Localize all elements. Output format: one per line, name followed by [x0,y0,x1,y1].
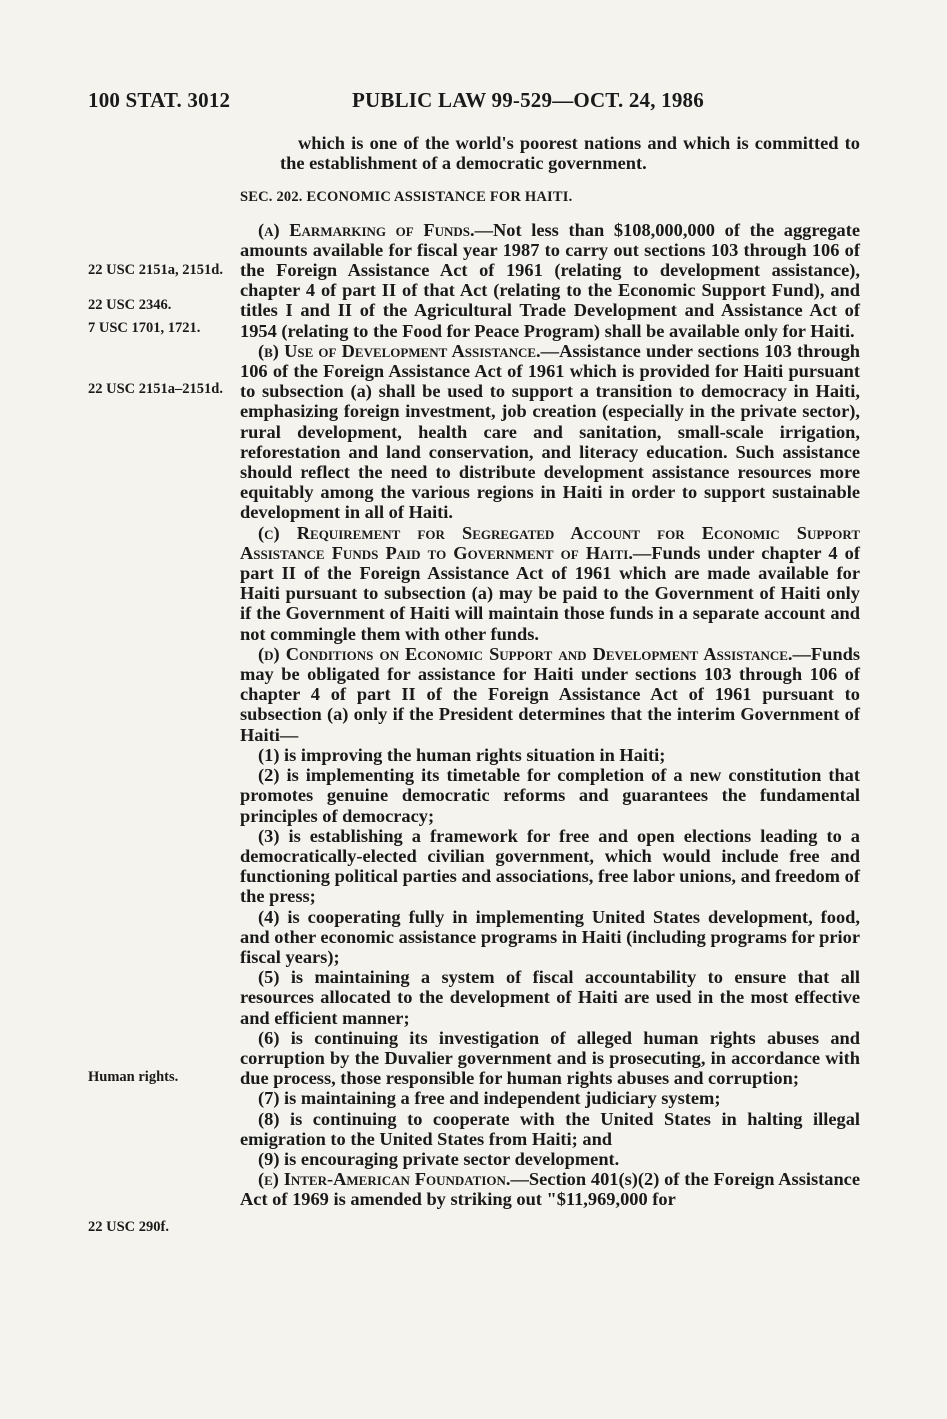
condition-item-2: (2) is implementing its timetable for completion of a new constitution that promotes genuine democratic reforms and guarantees the fundamental principles of democracy; [240,765,860,826]
margin-note-2: 22 USC 2346. [88,297,172,313]
subsection-e-text: —Section 401(s)(2) of the Foreign Assistance Act of 1969 is amended by striking out "$11,969,000 for [240,1169,860,1210]
statute-citation: 100 STAT. 3012 [88,88,231,112]
condition-item-5: (5) is maintaining a system of fiscal accountability to ensure that all resources allocated to the development of Haiti are used in the most effective and efficient manner; [240,967,860,1028]
margin-note-4: 22 USC 2151a–2151d. [88,381,223,397]
subsection-e-heading: (e) Inter-American Foundation. [258,1169,511,1190]
subsection-b-text: —Assistance under sections 103 through 106 of the Foreign Assistance Act of 1961 which is provided for Haiti pursuant to subsection (a) shall be used to support a transition to democracy in Haiti, emphasizing foreign investment, job creation (especially in the private sector), rural development, health care and sanitation, small-scale irrigation, reforestation and land conservation, and literacy education. Such assistance should reflect the need to distribute development assistance resources more equitably among the various regions in Haiti in order to support sustainable development in all of Haiti. [240,340,861,523]
subsection-d-text: —Funds may be obligated for assistance for Haiti under sections 103 through 106 of chapter 4 of part II of the Foreign Assistance Act of 1961 pursuant to subsection (a) only if the President determines that the interim Government of Haiti— [240,643,860,745]
subsection-d [240,644,860,745]
subsection-a-text: —Not less than $108,000,000 of the aggregate amounts available for fiscal year 1987 to carry out sections 103 through 106 of the Foreign Assistance Act of 1961 (relating to development assistance), chapter 4 of part II of that Act (relating to the Economic Support Fund), and titles I and II of the Agricultural Trade Development and Assistance Act of 1954 (relating to the Food for Peace Program) shall be available only for Haiti. [240,219,861,341]
margin-note-5: Human rights. [88,1069,179,1085]
public-law-title: PUBLIC LAW 99-529—OCT. 24, 1986 [352,88,704,112]
condition-item-4: (4) is cooperating fully in implementing United States development, food, and other economic assistance programs in Haiti (including programs for prior fiscal years); [240,906,860,967]
subsection-b-heading: (b) Use of Development Assistance. [258,340,541,361]
section-heading: SEC. 202. ECONOMIC ASSISTANCE FOR HAITI. [240,189,573,206]
subsection-c-heading: (c) Requirement for Segregated Account for Economic Support Assistance Funds Paid to Government of Haiti. [240,522,860,563]
subsection-c [240,523,860,644]
subsection-b [240,341,860,523]
condition-item-3: (3) is establishing a framework for free and open elections leading to a democratically-elected civilian government, which would include free and functioning political parties and associations, free labor unions, and freedom of the press; [240,825,860,907]
margin-note-3: 7 USC 1701, 1721. [88,320,201,336]
subsection-e [240,1169,860,1209]
condition-item-6: (6) is continuing its investigation of alleged human rights abuses and corruption by the Duvalier government and is prosecuting, in accordance with due process, those responsible for human rights abuses and corruption; [240,1027,860,1089]
margin-note-1: 22 USC 2151a, 2151d. [88,262,223,278]
margin-note-6: 22 USC 290f. [88,1219,169,1235]
subsection-c-text: —Funds under chapter 4 of part II of the Foreign Assistance Act of 1961 which are made available for Haiti pursuant to subsection (a) may be paid to the Government of Haiti only if the Government of Haiti will maintain those funds in a separate account and not commingle them with other funds. [240,542,860,644]
condition-item-7: (7) is maintaining a free and independent judiciary system; [258,1088,721,1109]
subsection-a-heading: (a) Earmarking of Funds. [258,219,475,240]
condition-item-8: (8) is continuing to cooperate with the United States in halting illegal emigration to the United States from Haiti; and [240,1108,860,1149]
condition-item-9: (9) is encouraging private sector development. [258,1148,620,1169]
subsection-d-heading: (d) Conditions on Economic Support and Development Assistance. [258,643,793,664]
continuation-paragraph [280,133,860,173]
document-body [240,133,860,1210]
continuation-text: which is one of the world's poorest nations and which is committed to the establishment of a democratic government. [280,133,860,174]
subsection-a [240,220,860,341]
condition-item-1: (1) is improving the human rights situation in Haiti; [258,744,666,765]
